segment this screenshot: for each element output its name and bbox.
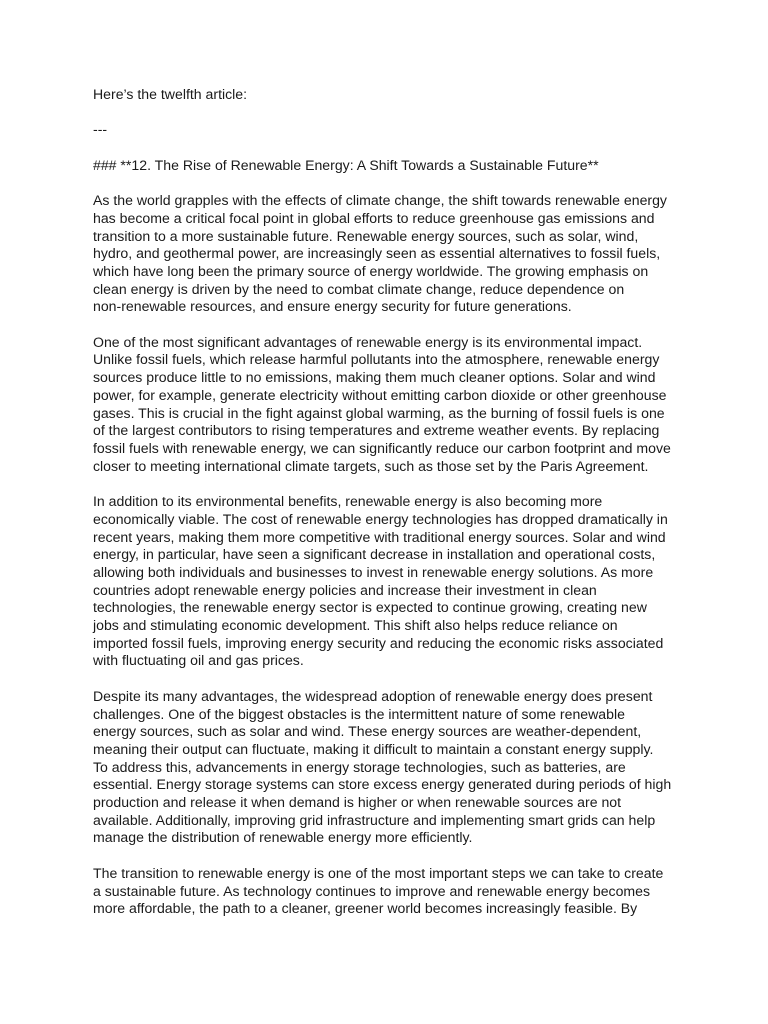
paragraph — [93, 493, 693, 670]
intro-text: Here’s the twelfth article: — [93, 86, 248, 102]
paragraph-line: Unlike fossil fuels, which release harmful pollutants into the atmosphere, renewable energy — [93, 351, 660, 368]
paragraph-line: hydro, and geothermal power, are increasingly seen as essential alternatives to fossil fuels, — [93, 245, 661, 262]
document-body — [93, 86, 693, 936]
paragraph-line: gases. This is crucial in the fight against global warming, as the burning of fossil fuels is one — [93, 404, 665, 421]
paragraph-line: One of the most significant advantages of renewable energy is its environmental impact. — [93, 333, 643, 350]
paragraph-line: technologies, the renewable energy sector is expected to continue growing, creating new — [93, 599, 647, 616]
article-paragraphs — [93, 192, 693, 918]
paragraph-line: imported fossil fuels, improving energy security and reducing the economic risks associated — [93, 634, 664, 651]
paragraph-line: energy, in particular, have seen a significant decrease in installation and operational costs, — [93, 546, 656, 563]
separator-text: --- — [93, 121, 108, 138]
article-heading: ### **12. The Rise of Renewable Energy: A Shift Towards a Sustainable Future** — [93, 156, 599, 173]
paragraph-line: To address this, advancements in energy storage technologies, such as batteries, are — [93, 758, 626, 775]
paragraph-line: more affordable, the path to a cleaner, greener world becomes increasingly feasible. By — [93, 900, 638, 917]
paragraph-line: transition to a more sustainable future. Renewable energy sources, such as solar, wind, — [93, 227, 639, 244]
paragraph-line: essential. Energy storage systems can store excess energy generated during periods of high — [93, 776, 672, 793]
paragraph-line: energy sources, such as solar and wind. These energy sources are weather-dependent, — [93, 723, 642, 740]
paragraph-line: sources produce little to no emissions, making them much cleaner options. Solar and wind — [93, 369, 656, 386]
paragraph-line: challenges. One of the biggest obstacles is the intermittent nature of some renewable — [93, 705, 625, 722]
paragraph-line: countries adopt renewable energy policies and increase their investment in clean — [93, 581, 597, 598]
paragraph-line: As the world grapples with the effects of climate change, the shift towards renewable energy — [93, 192, 667, 209]
paragraph — [93, 688, 693, 847]
paragraph-line: economically viable. The cost of renewable energy technologies has dropped dramatically in — [93, 510, 668, 527]
paragraph-line: of the largest contributors to rising temperatures and extreme weather events. By replacing — [93, 422, 660, 439]
paragraph — [93, 865, 693, 918]
paragraph-line: recent years, making them more competitive with traditional energy sources. Solar and wind — [93, 528, 666, 545]
paragraph-line: manage the distribution of renewable energy more efficiently. — [93, 829, 473, 846]
paragraph-line: closer to meeting international climate targets, such as those set by the Paris Agreement. — [93, 457, 649, 474]
paragraph-line: meaning their output can fluctuate, making it difficult to maintain a constant energy supply. — [93, 740, 654, 757]
paragraph — [93, 192, 693, 316]
paragraph-line: power, for example, generate electricity without emitting carbon dioxide or other greenhouse — [93, 386, 667, 403]
paragraph-line: The transition to renewable energy is one of the most important steps we can take to create — [93, 864, 664, 881]
paragraph-line: non-renewable resources, and ensure energy security for future generations. — [93, 298, 572, 315]
paragraph-line: Despite its many advantages, the widespread adoption of renewable energy does present — [93, 687, 653, 704]
paragraph-line: fossil fuels with renewable energy, we can significantly reduce our carbon footprint and move — [93, 440, 671, 456]
paragraph-line: has become a critical focal point in global efforts to reduce greenhouse gas emissions and — [93, 209, 655, 226]
paragraph-line: jobs and stimulating economic development. This shift also helps reduce reliance on — [93, 617, 618, 634]
paragraph-line: available. Additionally, improving grid infrastructure and implementing smart grids can help — [93, 811, 656, 828]
paragraph-line: In addition to its environmental benefits, renewable energy is also becoming more — [93, 493, 603, 510]
paragraph-line: allowing both individuals and businesses to invest in renewable energy solutions. As more — [93, 563, 654, 580]
paragraph — [93, 334, 693, 476]
paragraph-line: clean energy is driven by the need to combat climate change, reduce dependence on — [93, 280, 625, 297]
paragraph-line: a sustainable future. As technology continues to improve and renewable energy becomes — [93, 882, 651, 899]
paragraph-line: with fluctuating oil and gas prices. — [93, 652, 304, 669]
paragraph-line: production and release it when demand is higher or when renewable sources are not — [93, 794, 622, 811]
paragraph-line: which have long been the primary source of energy worldwide. The growing emphasis on — [93, 262, 649, 279]
